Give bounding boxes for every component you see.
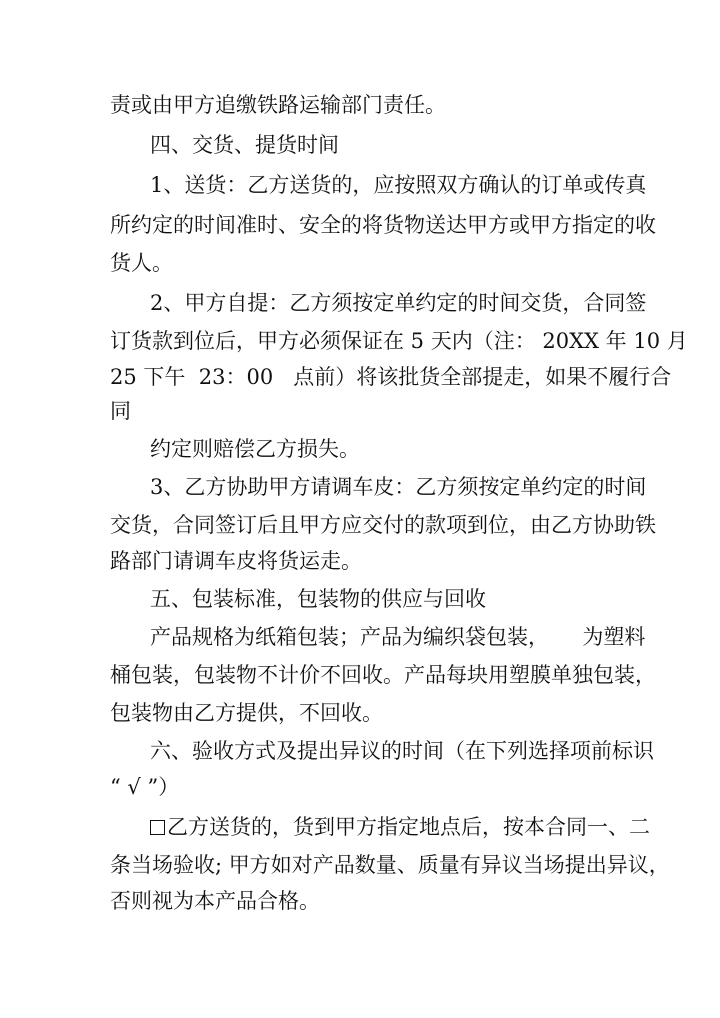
text-line: 约定则赔偿乙方损失。 bbox=[150, 437, 360, 461]
text-line: 交货，合同签订后且甲方应交付的款项到位，由乙方协助铁 bbox=[110, 513, 656, 537]
text-line: 25 下午 23：00 点前）将该批货全部提走，如果不履行合 bbox=[110, 365, 672, 389]
text-line: 订货款到位后，甲方必须保证在 5 天内（注： 20XX 年 10 月 bbox=[110, 329, 688, 353]
text-line: 同 bbox=[110, 399, 131, 423]
text-line: 产品规格为纸箱包装；产品为编织袋包装， 为塑料 bbox=[150, 625, 646, 649]
text-line: 桶包装，包装物不计价不回收。产品每块用塑膜单独包装， bbox=[110, 663, 656, 687]
text-line: 责或由甲方追缴铁路运输部门责任。 bbox=[110, 93, 446, 117]
text-line: 3、乙方协助甲方请调车皮：乙方须按定单约定的时间 bbox=[150, 475, 647, 499]
text-line: “ √ ”） bbox=[110, 775, 180, 799]
checkbox-label: 乙方送货的，货到甲方指定地点后，按本合同一、二 bbox=[167, 815, 650, 839]
text-line: 货人。 bbox=[110, 251, 173, 275]
text-line: 条当场验收; 甲方如对产品数量、质量有异议当场提出异议， bbox=[110, 853, 670, 877]
checkbox-line bbox=[150, 812, 650, 842]
text-line: 所约定的时间准时、安全的将货物送达甲方或甲方指定的收 bbox=[110, 213, 656, 237]
checkbox-icon[interactable] bbox=[150, 820, 165, 835]
section-heading: 四、交货、提货时间 bbox=[150, 133, 339, 157]
text-line: 2、甲方自提：乙方须按定单约定的时间交货，合同签 bbox=[150, 291, 647, 315]
text-line: 路部门请调车皮将货运走。 bbox=[110, 549, 362, 573]
text-line: 1、送货：乙方送货的，应按照双方确认的订单或传真 bbox=[150, 173, 647, 197]
text-line: 包装物由乙方提供，不回收。 bbox=[110, 701, 383, 725]
text-line: 否则视为本产品合格。 bbox=[110, 889, 320, 913]
section-heading: 六、验收方式及提出异议的时间（在下列选择项前标识 bbox=[150, 739, 654, 763]
section-heading: 五、包装标准，包装物的供应与回收 bbox=[150, 587, 486, 611]
